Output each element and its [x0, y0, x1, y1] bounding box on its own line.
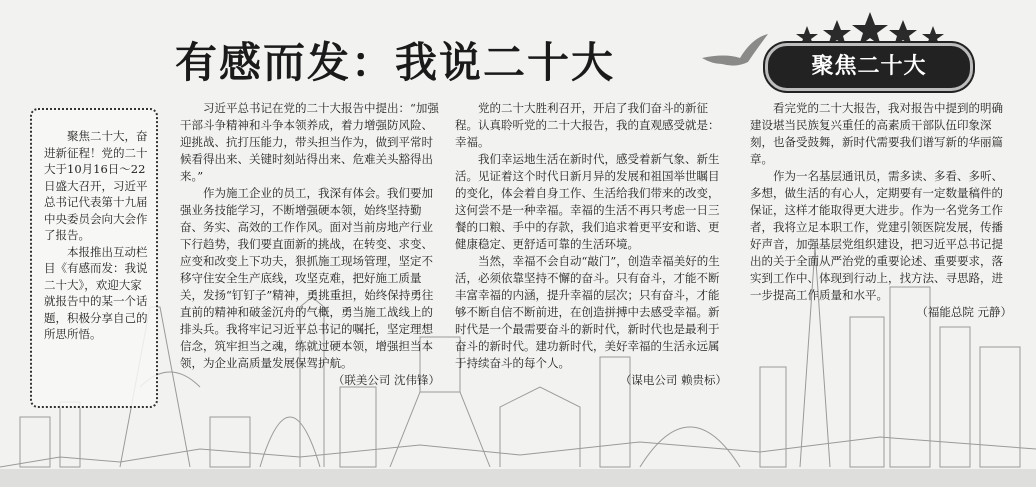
article-column	[455, 100, 727, 389]
article-paragraph: 看完党的二十大报告，我对报告中提到的明确建设堪当民族复兴重任的高素质干部队伍印象深刻，也备受鼓舞，新时代需要我们谱写新的华丽篇章。	[750, 101, 1003, 166]
section-badge-label: 聚焦二十大	[811, 54, 927, 79]
star-icon	[795, 12, 945, 47]
article-paragraph: 我们幸运地生活在新时代，感受着新气象、新生活。见证着这个时代日新月异的发展和祖国举世瞩目的变化，体会着自身工作、生活给我们带来的改变，这何尝不是一种幸福。幸福的生活不再只考虑一日三餐的口粮、手中的存款，我们追求着更平安和谐、更健康稳定、更舒适可靠的生活环境。	[455, 152, 720, 251]
article-signature: （联美公司 沈伟锋）	[332, 373, 440, 387]
bird-icon	[700, 28, 770, 78]
article-paragraph: 作为一名基层通讯员，需多读、多看、多听、多想，做生活的有心人，定期要有一定数量稿件的保证，这样才能取得更大进步。作为一名党务工作者，我将立足本职工作，党建引领医院发展，传播好声音，加强基层党组织建设，把习近平总书记提出的关于全面从严治党的重要论述、重要要求，落实到工作中、体现到行动上，找方法、寻思路，进一步提高工作质量和水平。	[750, 169, 1003, 302]
page-title: 有感而发：我说二十大	[175, 38, 616, 87]
sidebar-paragraph: 本报推出互动栏目《有感而发：我说二十大》，欢迎大家就报告中的某一个话题，积极分享自己的所思所悟。	[44, 244, 148, 341]
article-paragraph: 党的二十大胜利召开，开启了我们奋斗的新征程。认真聆听党的二十大报告，我的直观感受就是：幸福。	[455, 101, 720, 149]
section-badge	[765, 43, 973, 91]
article-column	[180, 100, 440, 389]
article-paragraph: 习近平总书记在党的二十大报告中提出：“加强干部斗争精神和斗争本领养成，着力增强防风险、迎挑战、抗打压能力，带头担当作为，做到平常时候看得出来、关键时刻站得出来、危难关头豁得出来。”	[180, 101, 439, 183]
article-paragraph: 当然，幸福不会自动“敲门”，创造幸福美好的生活，必须依靠坚持不懈的奋斗。只有奋斗，才能不断丰富幸福的内涵，提升幸福的层次；只有奋斗，才能够不断自信不断前进，在创造拼搏中去感受幸福。新时代是一个最需要奋斗的新时代，新时代也是最利于奋斗的新时代。建功新时代，美好幸福的生活永远属于持续奋斗的每个人。	[455, 254, 720, 370]
article-signature: （谋电公司 赖贵标）	[619, 373, 727, 387]
article-signature: （福能总院 元静）	[916, 305, 1012, 319]
article-paragraph: 作为施工企业的员工，我深有体会。我们要加强业务技能学习，不断增强硬本领，始终坚持勤奋、务实、高效的工作作风。面对当前房地产行业下行趋势，我们要直面新的挑战，在转变、求变、应变和改变上下功夫，狠抓施工现场管理，坚定不移守住安全生产底线，攻坚克难，把好施工质量关，发扬“钉钉子”精神，勇挑重担，始终保持勇往直前的精神和破釜沉舟的气概，勇当施工战线上的排头兵。我将牢记习近平总书记的嘱托，坚定理想信念，筑牢担当之魂，练就过硬本领，增强担当本领，为企业高质量发展保驾护航。	[180, 186, 434, 370]
article-column	[750, 100, 1012, 321]
intro-sidebar	[30, 108, 158, 408]
sidebar-paragraph: 聚焦二十大，奋进新征程！党的二十大于10月16日～22日盛大召开，习近平总书记代表第十九届中央委员会向大会作了报告。	[44, 129, 148, 242]
